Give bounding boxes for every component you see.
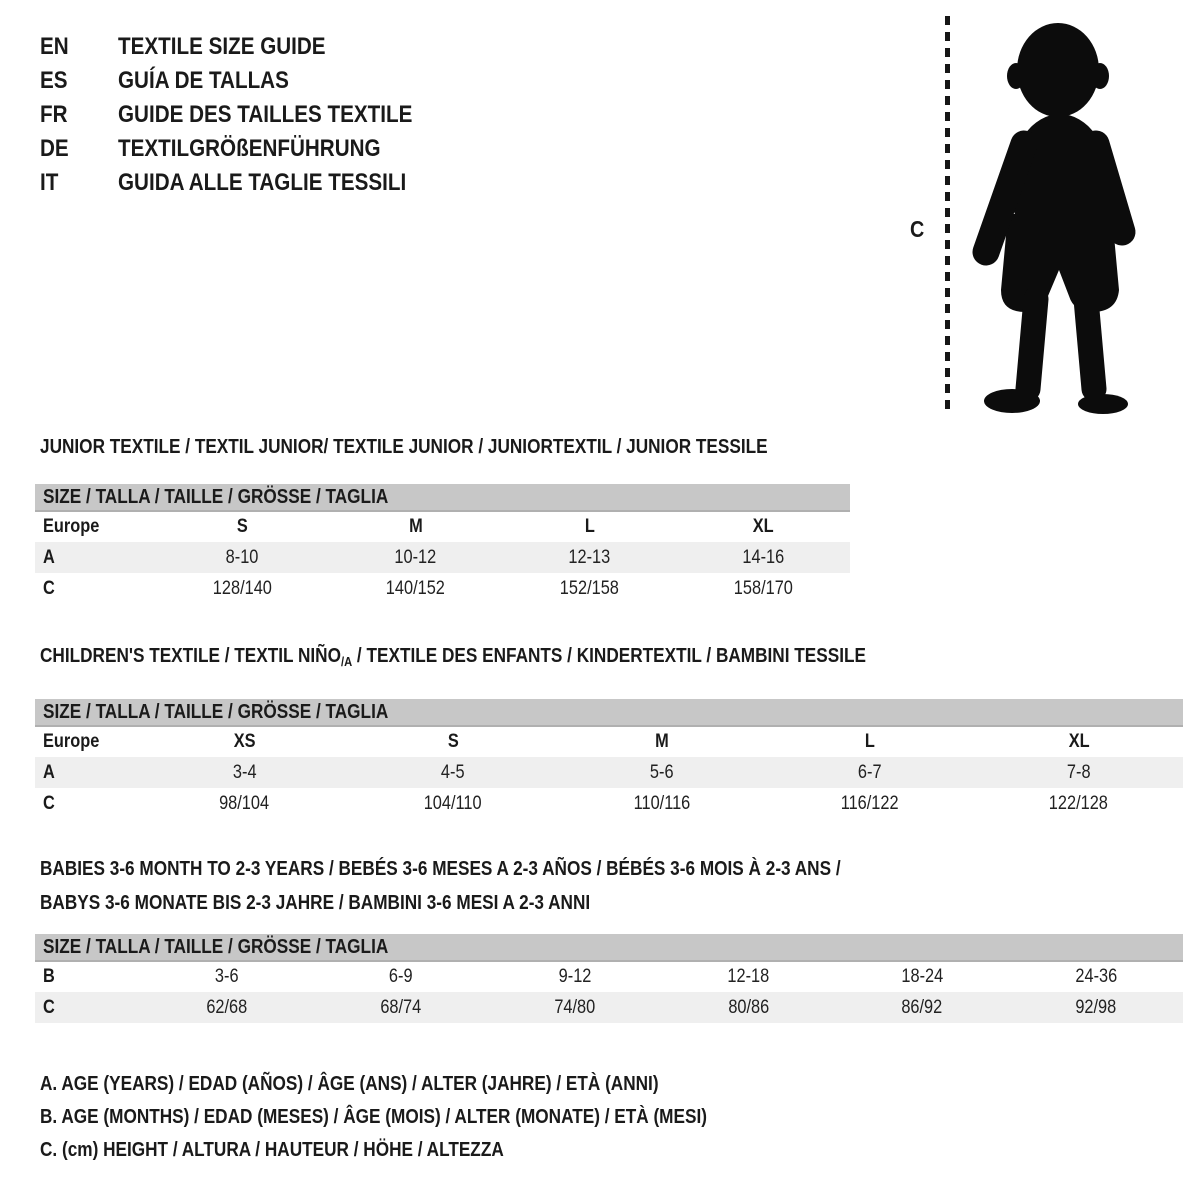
section-title-children: CHILDREN'S TEXTILE / TEXTIL $NIÑO_{/A}$ / TEXTILE DES ENFANTS / KINDERTEXTIL / BAMBINI TESSILE: [40, 645, 866, 669]
month-value: 18-24: [901, 966, 944, 987]
height-value: 128/140: [212, 577, 272, 599]
size-value: XS: [233, 731, 256, 752]
table-row-europe: [35, 726, 1183, 757]
age-value: 14-16: [742, 546, 785, 568]
section-children-textile: [35, 645, 1183, 819]
month-value: 3-6: [215, 966, 239, 987]
row-label: C: [43, 996, 55, 1018]
table-header-bar: [35, 699, 1183, 726]
section-babies-textile: [35, 852, 1183, 1023]
leg-left: [1028, 299, 1036, 389]
table-row-height: [35, 573, 850, 604]
toddler-silhouette-image: [962, 14, 1158, 418]
language-row-it: [40, 166, 460, 200]
foot-left: [984, 389, 1040, 413]
month-value: 9-12: [558, 966, 591, 987]
head: [1017, 23, 1099, 117]
row-label: C: [43, 792, 55, 814]
language-row-en: [40, 30, 460, 64]
table-row-age: [35, 542, 850, 573]
language-title-list: [40, 30, 460, 200]
table-row-age: [35, 757, 1183, 788]
height-value: 110/116: [633, 792, 690, 814]
height-value: 98/104: [219, 792, 270, 814]
height-value: 80/86: [727, 996, 769, 1018]
row-label: C: [43, 577, 55, 599]
language-code: ES: [40, 67, 68, 94]
size-value: S: [447, 731, 459, 752]
size-value: S: [236, 516, 248, 537]
language-code: DE: [40, 135, 69, 162]
footnote-c-height-cm: C. (cm) HEIGHT / ALTURA / HAUTEUR / HÖHE / ALTEZZA: [40, 1139, 504, 1161]
size-header-label: SIZE / TALLA / TAILLE / GRÖSSE / TAGLIA: [43, 935, 389, 958]
table-row-months: [35, 961, 1183, 992]
language-code: IT: [40, 169, 59, 196]
section-junior-textile: [35, 436, 850, 604]
guide-title-it: GUIDA ALLE TAGLIE TESSILI: [118, 169, 407, 196]
size-value: M: [654, 731, 669, 752]
section-title-babies-line1: BABIES 3-6 MONTH TO 2-3 YEARS / BEBÉS 3-6 MESES A 2-3 AÑOS / BÉBÉS 3-6 MOIS À 2-3 ANS /: [40, 858, 841, 880]
nino-a-subscript: /A: [340, 654, 353, 669]
age-value: 12-13: [568, 546, 611, 568]
month-value: 12-18: [727, 966, 770, 987]
foot-right: [1078, 394, 1128, 414]
age-value: 3-4: [232, 761, 257, 783]
guide-title-de: TEXTILGRÖßENFÜHRUNG: [118, 135, 381, 162]
height-measure-dashed-line: [945, 16, 950, 414]
month-value: 6-9: [388, 966, 413, 987]
shorts: [1001, 214, 1119, 312]
row-label: Europe: [43, 731, 100, 752]
footnote-a-age-years: A. AGE (YEARS) / EDAD (AÑOS) / ÂGE (ANS) / ALTER (JAHRE) / ETÀ (ANNI): [40, 1073, 659, 1095]
size-value: XL: [1068, 731, 1090, 752]
table-header-bar: [35, 484, 850, 511]
age-value: 7-8: [1066, 761, 1091, 783]
table-row-europe: [35, 511, 850, 542]
leg-right: [1086, 299, 1094, 389]
height-value: 86/92: [901, 996, 943, 1018]
language-row-de: [40, 132, 460, 166]
table-header-bar: [35, 934, 1183, 961]
size-header-label: SIZE / TALLA / TAILLE / GRÖSSE / TAGLIA: [43, 485, 389, 508]
guide-title-fr: GUIDE DES TAILLES TEXTILE: [118, 101, 413, 128]
height-value: 140/152: [386, 577, 446, 599]
table-row-height: [35, 788, 1183, 819]
month-value: 24-36: [1075, 966, 1117, 987]
language-code: FR: [40, 101, 68, 128]
size-value: XL: [752, 516, 774, 537]
size-header-label: SIZE / TALLA / TAILLE / GRÖSSE / TAGLIA: [43, 700, 389, 723]
language-code: EN: [40, 33, 69, 60]
age-value: 8-10: [225, 546, 259, 568]
age-value: 4-5: [441, 761, 465, 783]
section-title-babies-line2: BABYS 3-6 MONATE BIS 2-3 JAHRE / BAMBINI 3-6 MESI A 2-3 ANNI: [40, 892, 591, 914]
height-value: 104/110: [423, 792, 482, 814]
language-row-fr: [40, 98, 460, 132]
age-value: 5-6: [649, 761, 674, 783]
table-row-height: [35, 992, 1183, 1023]
guide-title-es: GUÍA DE TALLAS: [118, 67, 289, 94]
size-value: L: [584, 516, 595, 537]
footnote-b-age-months: B. AGE (MONTHS) / EDAD (MESES) / ÂGE (MOIS) / ALTER (MONATE) / ETÀ (MESI): [40, 1106, 707, 1128]
legend-footnotes: [40, 1068, 816, 1167]
height-value: 122/128: [1049, 792, 1109, 814]
height-value: 152/158: [559, 577, 619, 599]
age-value: 10-12: [394, 546, 437, 568]
height-value: 116/122: [841, 792, 900, 814]
height-measure-label: C: [910, 216, 925, 242]
row-label: A: [43, 546, 55, 568]
height-value: 68/74: [380, 996, 422, 1018]
children-size-table: [35, 699, 1183, 819]
height-value: 62/68: [206, 996, 248, 1018]
size-value: L: [865, 731, 876, 752]
height-value: 158/170: [733, 577, 793, 599]
height-value: 74/80: [554, 996, 596, 1018]
row-label: B: [43, 966, 55, 987]
age-value: 6-7: [858, 761, 882, 783]
height-value: 92/98: [1075, 996, 1117, 1018]
row-label: A: [43, 761, 55, 783]
section-title-junior: JUNIOR TEXTILE / TEXTIL JUNIOR/ TEXTILE JUNIOR / JUNIORTEXTIL / JUNIOR TESSILE: [40, 436, 768, 458]
language-row-es: [40, 64, 460, 98]
junior-size-table: [35, 484, 850, 604]
babies-size-table: [35, 934, 1183, 1023]
row-label: Europe: [43, 516, 100, 537]
size-value: M: [408, 516, 423, 537]
toddler-silhouette-shapes: [984, 23, 1128, 414]
guide-title-en: TEXTILE SIZE GUIDE: [118, 33, 326, 60]
